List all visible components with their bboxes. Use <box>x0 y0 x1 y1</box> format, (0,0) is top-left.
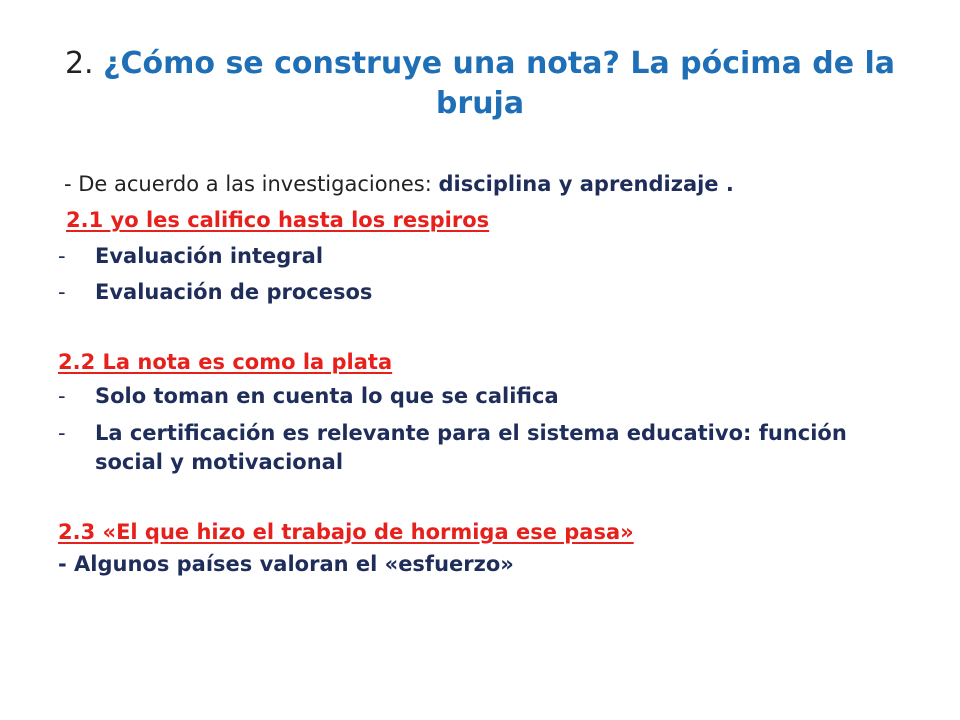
bullet-item <box>58 382 908 411</box>
title-number: 2. <box>64 46 94 81</box>
intro-line <box>64 170 914 199</box>
bullet-item <box>58 242 908 271</box>
intro-prefix: - De acuerdo a las investigaciones: <box>64 172 439 196</box>
bullet-text: La certificación es relevante para el sistema educativo: función social y motivacional <box>95 421 847 474</box>
bullet-dash: - <box>58 421 66 445</box>
slide-title <box>60 44 900 124</box>
bullet-item <box>58 419 878 477</box>
section-heading-2-2: 2.2 La nota es como la plata <box>58 350 393 374</box>
bullet-dash: - <box>58 280 66 304</box>
bullet-text: Evaluación de procesos <box>95 280 373 304</box>
bullet-text: Evaluación integral <box>95 244 324 268</box>
section-heading-2-1: 2.1 yo les califico hasta los respiros <box>66 208 490 232</box>
bullet-dash: - <box>58 244 66 268</box>
section-heading-2-3: 2.3 «El que hizo el trabajo de hormiga ese pasa» <box>58 520 634 544</box>
intro-emphasis: disciplina y aprendizaje . <box>438 172 734 196</box>
title-text: ¿Cómo se construye una nota? La pócima de la bruja <box>103 46 896 121</box>
bullet-item-effort: - Algunos países valoran el «esfuerzo» <box>58 552 514 576</box>
bullet-dash: - <box>58 384 66 408</box>
bullet-item <box>58 278 908 307</box>
bullet-text: Solo toman en cuenta lo que se califica <box>95 384 559 408</box>
